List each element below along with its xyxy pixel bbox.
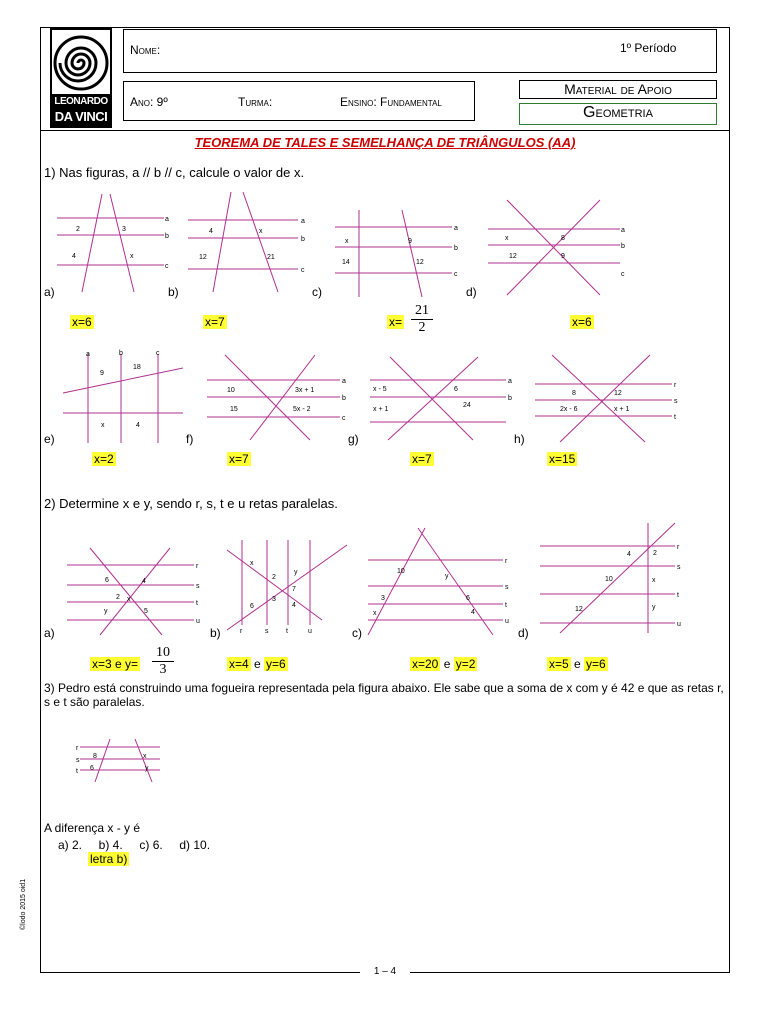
fig2a-label-s: s bbox=[196, 583, 200, 590]
q1-answer-b: x=7 bbox=[205, 315, 225, 329]
fig1g-label-6: 6 bbox=[454, 386, 458, 393]
fig1f-label-c: c bbox=[342, 415, 346, 422]
fig2c-label-t: t bbox=[505, 602, 507, 609]
fig1a-label-3: 3 bbox=[122, 226, 126, 233]
q2-answer-c bbox=[410, 657, 477, 671]
fig1c-label-x: x bbox=[345, 238, 349, 245]
fig2a-label-t: t bbox=[196, 600, 198, 607]
q2-answer-b-sep: e bbox=[250, 657, 265, 671]
fig2c-label-3: 3 bbox=[381, 595, 385, 602]
figure-1b bbox=[183, 192, 308, 292]
figure-1e bbox=[55, 348, 190, 443]
q3-answer: letra b) bbox=[90, 852, 128, 866]
figure-2d bbox=[535, 518, 685, 633]
fig1d-label-12: 12 bbox=[509, 253, 517, 260]
fig1a-label-2: 2 bbox=[76, 226, 80, 233]
turma-label: Turma: bbox=[238, 95, 273, 109]
fig1d-label-x: x bbox=[505, 235, 509, 242]
fig1h-label-12: 12 bbox=[614, 390, 622, 397]
fig2a-label-r: r bbox=[196, 563, 199, 570]
fig2b-label-t: t bbox=[286, 628, 288, 635]
q2-answer-c-y: y=2 bbox=[455, 657, 476, 671]
fig2a-label-x: x bbox=[127, 596, 131, 603]
fig2c-label-10: 10 bbox=[397, 568, 405, 575]
figure-3 bbox=[70, 737, 165, 782]
q2-answer-c-x: x=20 bbox=[412, 657, 439, 671]
q3-options: a) 2. b) 4. c) 6. d) 10. bbox=[58, 838, 211, 852]
fig2c-label-6: 6 bbox=[466, 595, 470, 602]
q1-letter-e: e) bbox=[44, 432, 55, 446]
q2-letter-b: b) bbox=[210, 626, 221, 640]
fig1g-label-x5: x - 5 bbox=[373, 386, 387, 393]
fig1d-label-9: 9 bbox=[561, 253, 565, 260]
fig1e-label-4: 4 bbox=[136, 422, 140, 429]
fig1g-label-a: a bbox=[508, 378, 512, 385]
fig1h-label-2x6: 2x - 6 bbox=[560, 406, 578, 413]
fig2a-label-2: 2 bbox=[116, 594, 120, 601]
fig2c-label-s: s bbox=[505, 584, 509, 591]
fig3-label-t: t bbox=[76, 768, 78, 775]
side-text: ©lodo 2015 oid1 bbox=[20, 878, 27, 930]
q1-letter-c: c) bbox=[312, 285, 322, 299]
fig1g-label-x1: x + 1 bbox=[373, 406, 389, 413]
fig1f-label-15: 15 bbox=[230, 406, 238, 413]
fig1a-label-x: x bbox=[130, 253, 134, 260]
fig2a-label-u: u bbox=[196, 618, 200, 625]
fig2d-label-x: x bbox=[652, 577, 656, 584]
fig2c-label-y: y bbox=[445, 573, 449, 580]
figure-2a bbox=[62, 540, 202, 635]
header-divider bbox=[40, 130, 730, 131]
fig2a-label-4: 4 bbox=[142, 578, 146, 585]
fig1b-label-b: b bbox=[301, 236, 305, 243]
fig1c-label-a: a bbox=[454, 225, 458, 232]
q2-answer-d-sep: e bbox=[570, 657, 585, 671]
q2-letter-a: a) bbox=[44, 626, 55, 640]
logo-line2: DA VINCI bbox=[54, 109, 108, 124]
fig1h-label-x1: x + 1 bbox=[614, 406, 630, 413]
fig1b-label-12: 12 bbox=[199, 254, 207, 261]
fig2d-label-u: u bbox=[677, 621, 681, 628]
fig1a-label-b: b bbox=[165, 233, 169, 240]
fig1f-label-b: b bbox=[342, 395, 346, 402]
q1-answer-h: x=15 bbox=[549, 452, 576, 466]
q1-prompt: 1) Nas figuras, a // b // c, calcule o valor de x. bbox=[44, 165, 305, 180]
fig1c-label-12: 12 bbox=[416, 259, 424, 266]
fig2b-label-4: 4 bbox=[292, 602, 296, 609]
fig1f-label-3x1: 3x + 1 bbox=[295, 387, 315, 394]
fig3-label-8: 8 bbox=[93, 753, 97, 760]
fig1d-label-c: c bbox=[621, 271, 625, 278]
q2-answer-b-y: y=6 bbox=[266, 657, 286, 671]
q1-answer-c-fraction bbox=[411, 303, 433, 336]
ano-label: Ano: 9º bbox=[130, 95, 168, 109]
fig2a-label-6: 6 bbox=[105, 577, 109, 584]
q1-answer-c-prefix: x= bbox=[389, 315, 403, 329]
fig2d-label-s: s bbox=[677, 564, 681, 571]
ensino-label: Ensino: Fundamental bbox=[340, 95, 442, 109]
q3-question: A diferença x - y é bbox=[44, 821, 141, 835]
q1-letter-g: g) bbox=[348, 432, 359, 446]
q2-letter-c: c) bbox=[352, 626, 362, 640]
fig3-label-s: s bbox=[76, 757, 80, 764]
figure-1f bbox=[205, 350, 350, 440]
fig1e-label-x: x bbox=[101, 422, 105, 429]
q1-answer-f: x=7 bbox=[229, 452, 249, 466]
fig1b-label-x: x bbox=[259, 228, 263, 235]
fig1e-label-9: 9 bbox=[100, 370, 104, 377]
fig1g-label-b: b bbox=[508, 395, 512, 402]
spiral-logo-icon bbox=[52, 32, 110, 94]
periodo: 1º Período bbox=[620, 41, 677, 55]
q2-answer-a-pre: x=3 e y= bbox=[92, 657, 139, 671]
fig2d-label-2: 2 bbox=[653, 550, 657, 557]
q1-letter-f: f) bbox=[186, 432, 194, 446]
fig1e-label-b: b bbox=[119, 350, 123, 357]
fig1d-label-b: b bbox=[621, 243, 625, 250]
fig2d-label-t: t bbox=[677, 592, 679, 599]
fig2b-label-s: s bbox=[265, 628, 269, 635]
q2-prompt: 2) Determine x e y, sendo r, s, t e u retas paralelas. bbox=[44, 496, 338, 511]
q3-prompt: 3) Pedro está construindo uma fogueira representada pela figura abaixo. Ele sabe que a soma de x com y é 42 e que as retas r, s e t são paralelas. bbox=[44, 681, 724, 709]
fig1e-label-a: a bbox=[86, 351, 90, 358]
fig1h-label-8: 8 bbox=[572, 390, 576, 397]
q2-answer-a-den: 3 bbox=[159, 662, 167, 677]
fig2c-label-r: r bbox=[505, 558, 508, 565]
q2-answer-c-sep: e bbox=[440, 657, 454, 671]
footer-line-left bbox=[41, 972, 359, 973]
fig1a-label-c: c bbox=[165, 263, 169, 270]
fig1e-label-c: c bbox=[156, 350, 160, 357]
fig1b-label-c: c bbox=[301, 267, 305, 274]
fig1d-label-a: a bbox=[621, 227, 625, 234]
fig1a-label-a: a bbox=[165, 216, 169, 223]
fig2c-label-u: u bbox=[505, 618, 509, 625]
page-title: TEOREMA DE TALES E SEMELHANÇA DE TRIÂNGULOS (AA) bbox=[194, 135, 576, 150]
fig2d-label-r: r bbox=[677, 544, 680, 551]
logo bbox=[50, 28, 112, 128]
fig2b-label-6: 6 bbox=[250, 603, 254, 610]
fig1b-label-a: a bbox=[301, 218, 305, 225]
fig1c-label-b: b bbox=[454, 245, 458, 252]
fig2a-label-5: 5 bbox=[144, 608, 148, 615]
figure-1c bbox=[330, 205, 460, 297]
fig1b-label-4: 4 bbox=[209, 228, 213, 235]
q2-answer-b-x: x=4 bbox=[229, 657, 249, 671]
fig3-label-r: r bbox=[76, 745, 79, 752]
q1-answer-a: x=6 bbox=[72, 315, 92, 329]
fig2b-label-x: x bbox=[250, 560, 254, 567]
fig1b-label-21: 21 bbox=[267, 254, 275, 261]
q1-answer-c-num: 21 bbox=[411, 303, 433, 320]
q2-letter-d: d) bbox=[518, 626, 529, 640]
fig2d-label-y: y bbox=[652, 604, 656, 611]
figure-2c bbox=[363, 528, 511, 635]
q1-answer-c-den: 2 bbox=[418, 320, 426, 335]
q1-answer-e: x=2 bbox=[94, 452, 114, 466]
logo-line1: LEONARDO bbox=[54, 96, 108, 107]
q1-letter-d: d) bbox=[466, 285, 477, 299]
fig1c-label-14: 14 bbox=[342, 259, 350, 266]
fig1h-label-t: t bbox=[674, 414, 676, 421]
fig2b-label-y: y bbox=[294, 569, 298, 576]
fig2b-label-r: r bbox=[240, 628, 243, 635]
fig2d-label-4: 4 bbox=[627, 551, 631, 558]
fig2c-label-x: x bbox=[373, 610, 377, 617]
fig1a-label-4: 4 bbox=[72, 253, 76, 260]
fig1c-label-9: 9 bbox=[408, 238, 412, 245]
q2-answer-b bbox=[227, 657, 288, 671]
fig2a-label-y: y bbox=[104, 608, 108, 615]
q2-answer-d-x: x=5 bbox=[549, 657, 569, 671]
q2-answer-d-y: y=6 bbox=[586, 657, 606, 671]
footer-line-right bbox=[410, 972, 730, 973]
fig1h-label-s: s bbox=[674, 398, 678, 405]
fig1h-label-r: r bbox=[674, 382, 677, 389]
q2-answer-a-num: 10 bbox=[152, 645, 174, 662]
fig1c-label-c: c bbox=[454, 271, 458, 278]
q1-answer-g: x=7 bbox=[412, 452, 432, 466]
fig1f-label-a: a bbox=[342, 378, 346, 385]
q1-letter-b: b) bbox=[168, 285, 179, 299]
figure-1d bbox=[485, 195, 625, 295]
q2-answer-a-fraction bbox=[152, 645, 174, 678]
fig2b-label-7: 7 bbox=[292, 586, 296, 593]
figure-2b bbox=[222, 535, 352, 635]
nome-label: Nome: bbox=[130, 43, 161, 57]
figure-1h bbox=[530, 350, 680, 442]
fig3-label-6: 6 bbox=[90, 765, 94, 772]
fig2b-label-u: u bbox=[308, 628, 312, 635]
fig2d-label-12: 12 bbox=[575, 606, 583, 613]
figure-1a bbox=[52, 192, 172, 292]
fig2d-label-10: 10 bbox=[605, 576, 613, 583]
figure-1g bbox=[368, 352, 513, 440]
fig1g-label-24: 24 bbox=[463, 402, 471, 409]
fig1e-label-18: 18 bbox=[133, 364, 141, 371]
q2-answer-d bbox=[547, 657, 608, 671]
disciplina-label: Geometria bbox=[583, 104, 653, 121]
fig1d-label-8: 8 bbox=[561, 235, 565, 242]
fig2b-label-2: 2 bbox=[272, 574, 276, 581]
page-number: 1 – 4 bbox=[360, 966, 410, 977]
fig3-label-y: y bbox=[145, 765, 149, 772]
fig2c-label-4: 4 bbox=[471, 609, 475, 616]
fig3-label-x: x bbox=[143, 753, 147, 760]
q1-letter-h: h) bbox=[514, 432, 525, 446]
material-label: Material de Apoio bbox=[564, 81, 672, 97]
fig2b-label-3: 3 bbox=[272, 596, 276, 603]
q1-letter-a: a) bbox=[44, 285, 55, 299]
fig1f-label-10: 10 bbox=[227, 387, 235, 394]
fig1f-label-5x2: 5x - 2 bbox=[293, 406, 311, 413]
q1-answer-d: x=6 bbox=[572, 315, 592, 329]
